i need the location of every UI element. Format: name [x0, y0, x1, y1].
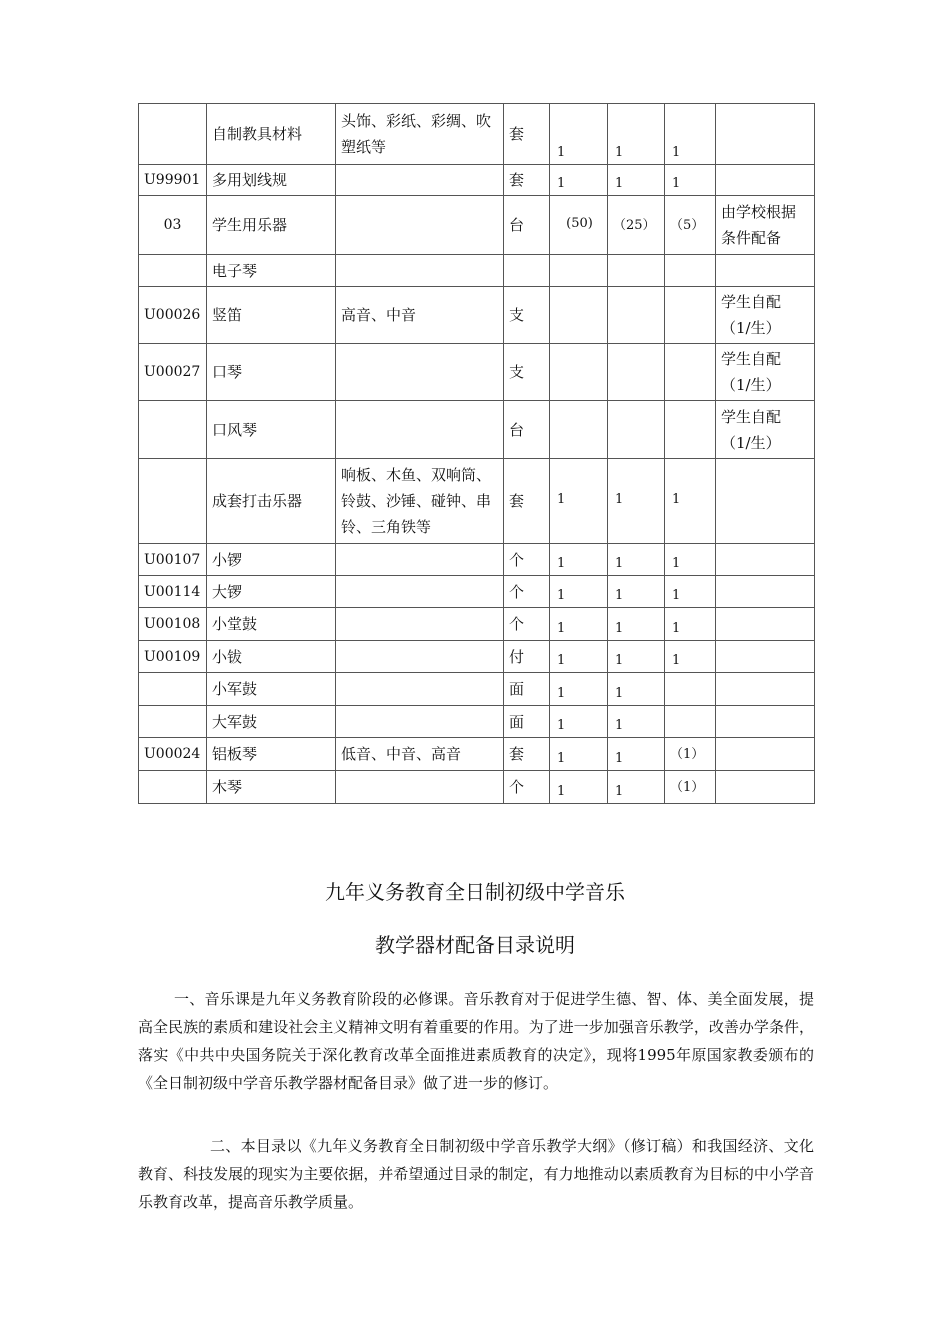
paragraph-2: 二、本目录以《九年义务教育全日制初级中学音乐教学大纲》（修订稿）和我国经济、文化教育、科技发展的现实为主要依据，并希望通过目录的制定，有力地推动以素质教育为目标的中小学音乐教育改革，提高音乐教学质量。	[138, 1137, 814, 1211]
cell-unit: 个	[504, 771, 550, 804]
cell-note: 学生自配（1/生）	[716, 344, 815, 401]
cell-unit: 台	[504, 196, 550, 255]
table-row	[139, 255, 815, 287]
table-row	[139, 401, 815, 459]
cell-qty-a: 1	[550, 165, 608, 196]
cell-qty-c: 1	[665, 165, 716, 196]
cell-code: U00024	[139, 738, 207, 771]
cell-qty-a: 1	[550, 576, 608, 608]
cell-name: 电子琴	[207, 255, 336, 287]
cell-code	[139, 104, 207, 165]
cell-qty-c: 1	[665, 544, 716, 576]
cell-qty-b: 1	[608, 738, 665, 771]
cell-qty-c: （1）	[665, 738, 716, 771]
equipment-table	[138, 103, 815, 804]
cell-spec	[336, 706, 504, 738]
cell-qty-c	[665, 255, 716, 287]
cell-note	[716, 641, 815, 673]
table-row	[139, 576, 815, 608]
cell-note: 由学校根据条件配备	[716, 196, 815, 255]
cell-qty-b: 1	[608, 771, 665, 804]
cell-qty-b: 1	[608, 104, 665, 165]
cell-code: U00114	[139, 576, 207, 608]
cell-spec: 高音、中音	[336, 287, 504, 344]
cell-name: 大军鼓	[207, 706, 336, 738]
cell-qty-a: 1	[550, 706, 608, 738]
cell-name: 木琴	[207, 771, 336, 804]
cell-name: 小钹	[207, 641, 336, 673]
table-row	[139, 544, 815, 576]
cell-unit: 支	[504, 287, 550, 344]
cell-spec	[336, 576, 504, 608]
cell-unit: 付	[504, 641, 550, 673]
cell-qty-a	[550, 255, 608, 287]
cell-note	[716, 165, 815, 196]
cell-qty-a: 1	[550, 771, 608, 804]
cell-qty-c: （1）	[665, 771, 716, 804]
paragraph-1: 一、音乐课是九年义务教育阶段的必修课。音乐教育对于促进学生德、智、体、美全面发展，提高全民族的素质和建设社会主义精神文明有着重要的作用。为了进一步加强音乐教学，改善办学条件，落实《中共中央国务院关于深化教育改革全面推进素质教育的决定》，现将1995年原国家教委颁布的《全日制初级中学音乐教学器材配备目录》做了进一步的修订。	[138, 990, 814, 1092]
cell-qty-a: 1	[550, 641, 608, 673]
table-row	[139, 706, 815, 738]
cell-unit: 套	[504, 165, 550, 196]
table-row	[139, 608, 815, 641]
cell-name: 小堂鼓	[207, 608, 336, 641]
cell-qty-c	[665, 287, 716, 344]
cell-qty-c: （5）	[665, 196, 716, 255]
cell-qty-a: 1	[550, 673, 608, 706]
cell-qty-b: （25）	[608, 196, 665, 255]
cell-note	[716, 706, 815, 738]
cell-unit: 个	[504, 544, 550, 576]
table-row	[139, 641, 815, 673]
cell-qty-a	[550, 401, 608, 459]
cell-note	[716, 459, 815, 544]
equipment-table-wrap	[138, 103, 814, 804]
cell-code	[139, 459, 207, 544]
cell-unit: 支	[504, 344, 550, 401]
cell-spec: 低音、中音、高音	[336, 738, 504, 771]
cell-qty-c: 1	[665, 641, 716, 673]
table-row	[139, 459, 815, 544]
cell-qty-a: 1	[550, 104, 608, 165]
cell-code	[139, 673, 207, 706]
doc-title-line2: 教学器材配备目录说明	[375, 933, 575, 957]
cell-qty-b: 1	[608, 673, 665, 706]
cell-note: 学生自配（1/生）	[716, 287, 815, 344]
cell-spec	[336, 544, 504, 576]
cell-qty-b	[608, 255, 665, 287]
cell-code	[139, 255, 207, 287]
cell-qty-c: 1	[665, 608, 716, 641]
cell-qty-a: 1	[550, 738, 608, 771]
cell-spec	[336, 196, 504, 255]
cell-name: 学生用乐器	[207, 196, 336, 255]
cell-code: U00027	[139, 344, 207, 401]
cell-note	[716, 576, 815, 608]
cell-qty-b: 1	[608, 706, 665, 738]
table-row	[139, 165, 815, 196]
table-row	[139, 771, 815, 804]
cell-unit: 个	[504, 608, 550, 641]
cell-qty-c	[665, 706, 716, 738]
cell-qty-a: (50)	[550, 196, 608, 255]
cell-qty-c: 1	[665, 104, 716, 165]
table-row	[139, 104, 815, 165]
cell-qty-b	[608, 401, 665, 459]
cell-qty-b: 1	[608, 165, 665, 196]
cell-unit: 套	[504, 459, 550, 544]
cell-unit: 台	[504, 401, 550, 459]
cell-note	[716, 544, 815, 576]
cell-qty-c: 1	[665, 576, 716, 608]
cell-name: 小军鼓	[207, 673, 336, 706]
cell-unit: 面	[504, 673, 550, 706]
cell-qty-c	[665, 344, 716, 401]
cell-qty-a	[550, 287, 608, 344]
cell-name: 口琴	[207, 344, 336, 401]
cell-spec	[336, 771, 504, 804]
cell-unit: 个	[504, 576, 550, 608]
cell-spec	[336, 608, 504, 641]
cell-qty-c	[665, 673, 716, 706]
cell-code: U00026	[139, 287, 207, 344]
cell-code: U00109	[139, 641, 207, 673]
table-row	[139, 287, 815, 344]
table-row	[139, 344, 815, 401]
cell-qty-b: 1	[608, 544, 665, 576]
cell-name: 口风琴	[207, 401, 336, 459]
cell-name: 大锣	[207, 576, 336, 608]
cell-spec	[336, 255, 504, 287]
cell-qty-b	[608, 344, 665, 401]
cell-code	[139, 771, 207, 804]
table-row	[139, 673, 815, 706]
cell-qty-b: 1	[608, 608, 665, 641]
cell-name: 自制教具材料	[207, 104, 336, 165]
cell-name: 成套打击乐器	[207, 459, 336, 544]
cell-spec	[336, 344, 504, 401]
cell-code: 03	[139, 196, 207, 255]
doc-title-line1: 九年义务教育全日制初级中学音乐	[325, 880, 625, 904]
cell-note	[716, 255, 815, 287]
cell-unit: 面	[504, 706, 550, 738]
cell-note	[716, 771, 815, 804]
cell-spec	[336, 165, 504, 196]
cell-unit: 套	[504, 104, 550, 165]
cell-spec	[336, 673, 504, 706]
cell-spec	[336, 401, 504, 459]
cell-name: 小锣	[207, 544, 336, 576]
cell-name: 铝板琴	[207, 738, 336, 771]
cell-qty-a	[550, 344, 608, 401]
cell-note	[716, 673, 815, 706]
cell-spec: 头饰、彩纸、彩绸、吹塑纸等	[336, 104, 504, 165]
cell-note	[716, 104, 815, 165]
cell-qty-a: 1	[550, 459, 608, 544]
cell-qty-b: 1	[608, 459, 665, 544]
cell-qty-b: 1	[608, 641, 665, 673]
cell-unit	[504, 255, 550, 287]
table-row	[139, 196, 815, 255]
cell-name: 竖笛	[207, 287, 336, 344]
cell-unit: 套	[504, 738, 550, 771]
cell-code	[139, 706, 207, 738]
cell-spec	[336, 641, 504, 673]
cell-qty-a: 1	[550, 544, 608, 576]
cell-qty-c	[665, 401, 716, 459]
cell-qty-a: 1	[550, 608, 608, 641]
table-row	[139, 738, 815, 771]
cell-note	[716, 608, 815, 641]
cell-note	[716, 738, 815, 771]
cell-code: U00107	[139, 544, 207, 576]
cell-spec: 响板、木鱼、双响筒、铃鼓、沙锤、碰钟、串铃、三角铁等	[336, 459, 504, 544]
cell-note: 学生自配（1/生）	[716, 401, 815, 459]
cell-code: U00108	[139, 608, 207, 641]
cell-qty-c: 1	[665, 459, 716, 544]
cell-qty-b	[608, 287, 665, 344]
cell-qty-b: 1	[608, 576, 665, 608]
cell-name: 多用划线规	[207, 165, 336, 196]
cell-code	[139, 401, 207, 459]
cell-code: U99901	[139, 165, 207, 196]
